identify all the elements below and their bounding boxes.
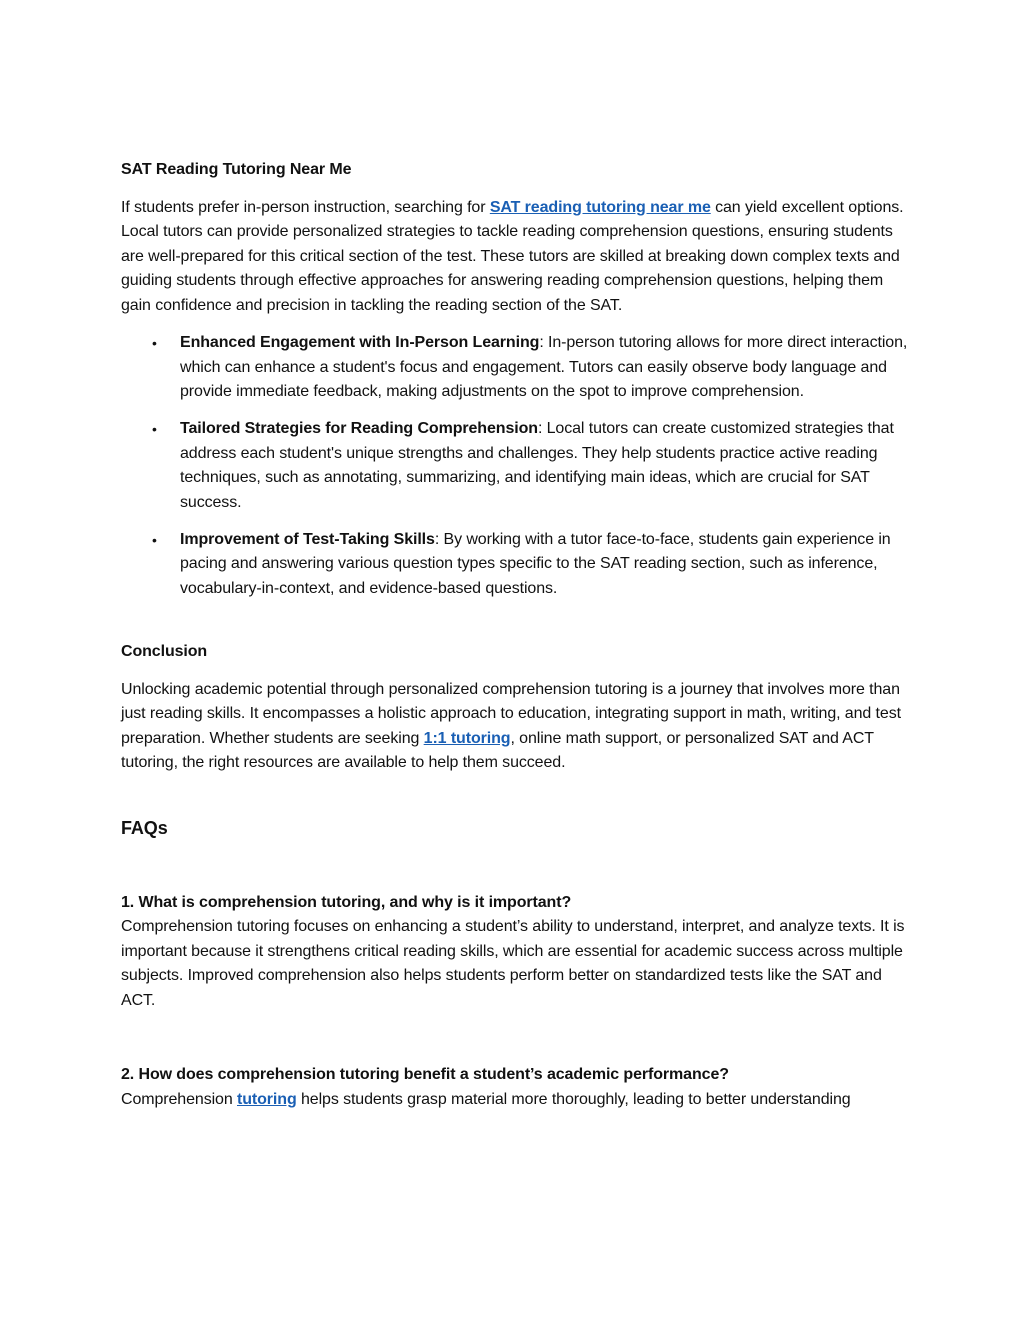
conclusion-paragraph <box>121 678 911 776</box>
one-on-one-tutoring-link[interactable]: 1:1 tutoring <box>423 729 511 747</box>
bullet-term: Improvement of Test-Taking Skills <box>180 530 435 548</box>
bullet-term: Tailored Strategies for Reading Comprehension <box>180 420 538 437</box>
bullet-text: : In-person tutoring allows for more direct interaction, which can enhance a student's focus and engagement. Tutors can easily observe body language and provide immediate feedback, making adjustments on the spot to improve comprehension. <box>180 334 908 400</box>
bullet-text: : Local tutors can create customized strategies that address each student's unique strengths and challenges. They help students practice active reading techniques, such as annotating, summarizing, and identifying main ideas, which are crucial for SAT success. <box>180 420 894 511</box>
bullet-icon: • <box>152 531 157 548</box>
intro-text-before: If students prefer in-person instruction, searching for <box>121 198 490 216</box>
faq-answer-2-before: Comprehension <box>121 1090 237 1108</box>
bullet-term: Enhanced Engagement with In-Person Learning <box>180 334 540 351</box>
conclusion-text-before: Unlocking academic potential through personalized comprehension tutoring is a journey that involves more than just reading skills. It encompasses a holistic approach to education, integrating support in math, writing, and test preparation. Whether students are seeking <box>121 680 901 747</box>
spacer <box>121 1013 911 1063</box>
list-item <box>121 331 911 405</box>
spacer <box>121 841 911 891</box>
list-item <box>121 417 911 515</box>
faq-answer-2 <box>121 1088 911 1113</box>
document-body <box>121 158 911 1112</box>
section-heading-sat-reading: SAT Reading Tutoring Near Me <box>121 161 352 178</box>
bullet-icon: • <box>152 421 157 437</box>
section-heading-conclusion: Conclusion <box>121 643 208 660</box>
spacer <box>121 789 911 815</box>
bullet-text: : By working with a tutor face-to-face, students gain experience in pacing and answering various question types specific to the SAT reading section, such as inference, vocabulary-in-context, and evidence-based questions. <box>180 530 891 597</box>
spacer <box>121 614 911 640</box>
intro-text-after: can yield excellent options. Local tutors can provide personalized strategies to tackle reading comprehension questions, ensuring students are well-prepared for this critical section of the test. These tutors are skilled at breaking down complex texts and guiding students through effective approaches for answering reading comprehension questions, helping them gain confidence and precision in tackling the reading section of the SAT. <box>121 198 904 314</box>
sat-reading-intro-paragraph <box>121 196 911 319</box>
list-item <box>121 528 911 602</box>
faq-answer-1: Comprehension tutoring focuses on enhancing a student’s ability to understand, interpret, and analyze texts. It is important because it strengthens critical reading skills, which are essential for academic success across multiple subjects. Improved comprehension also helps students perform better on standardized tests like the SAT and ACT. <box>121 918 905 1009</box>
faq-question-2: 2. How does comprehension tutoring benefit a student’s academic performance? <box>121 1066 729 1083</box>
conclusion-text-after: , online math support, or personalized SAT and ACT tutoring, the right resources are available to help them succeed. <box>121 729 874 771</box>
faq-question-1: 1. What is comprehension tutoring, and why is it important? <box>121 893 572 911</box>
bullet-icon: • <box>152 335 157 351</box>
section-heading-faqs: FAQs <box>121 817 168 838</box>
faq-answer-2-after: helps students grasp material more thoroughly, leading to better understanding <box>296 1090 851 1108</box>
sat-reading-tutoring-link[interactable]: SAT reading tutoring near me <box>489 198 711 216</box>
tutoring-link[interactable]: tutoring <box>237 1090 297 1108</box>
sat-reading-bullet-list <box>121 331 911 601</box>
